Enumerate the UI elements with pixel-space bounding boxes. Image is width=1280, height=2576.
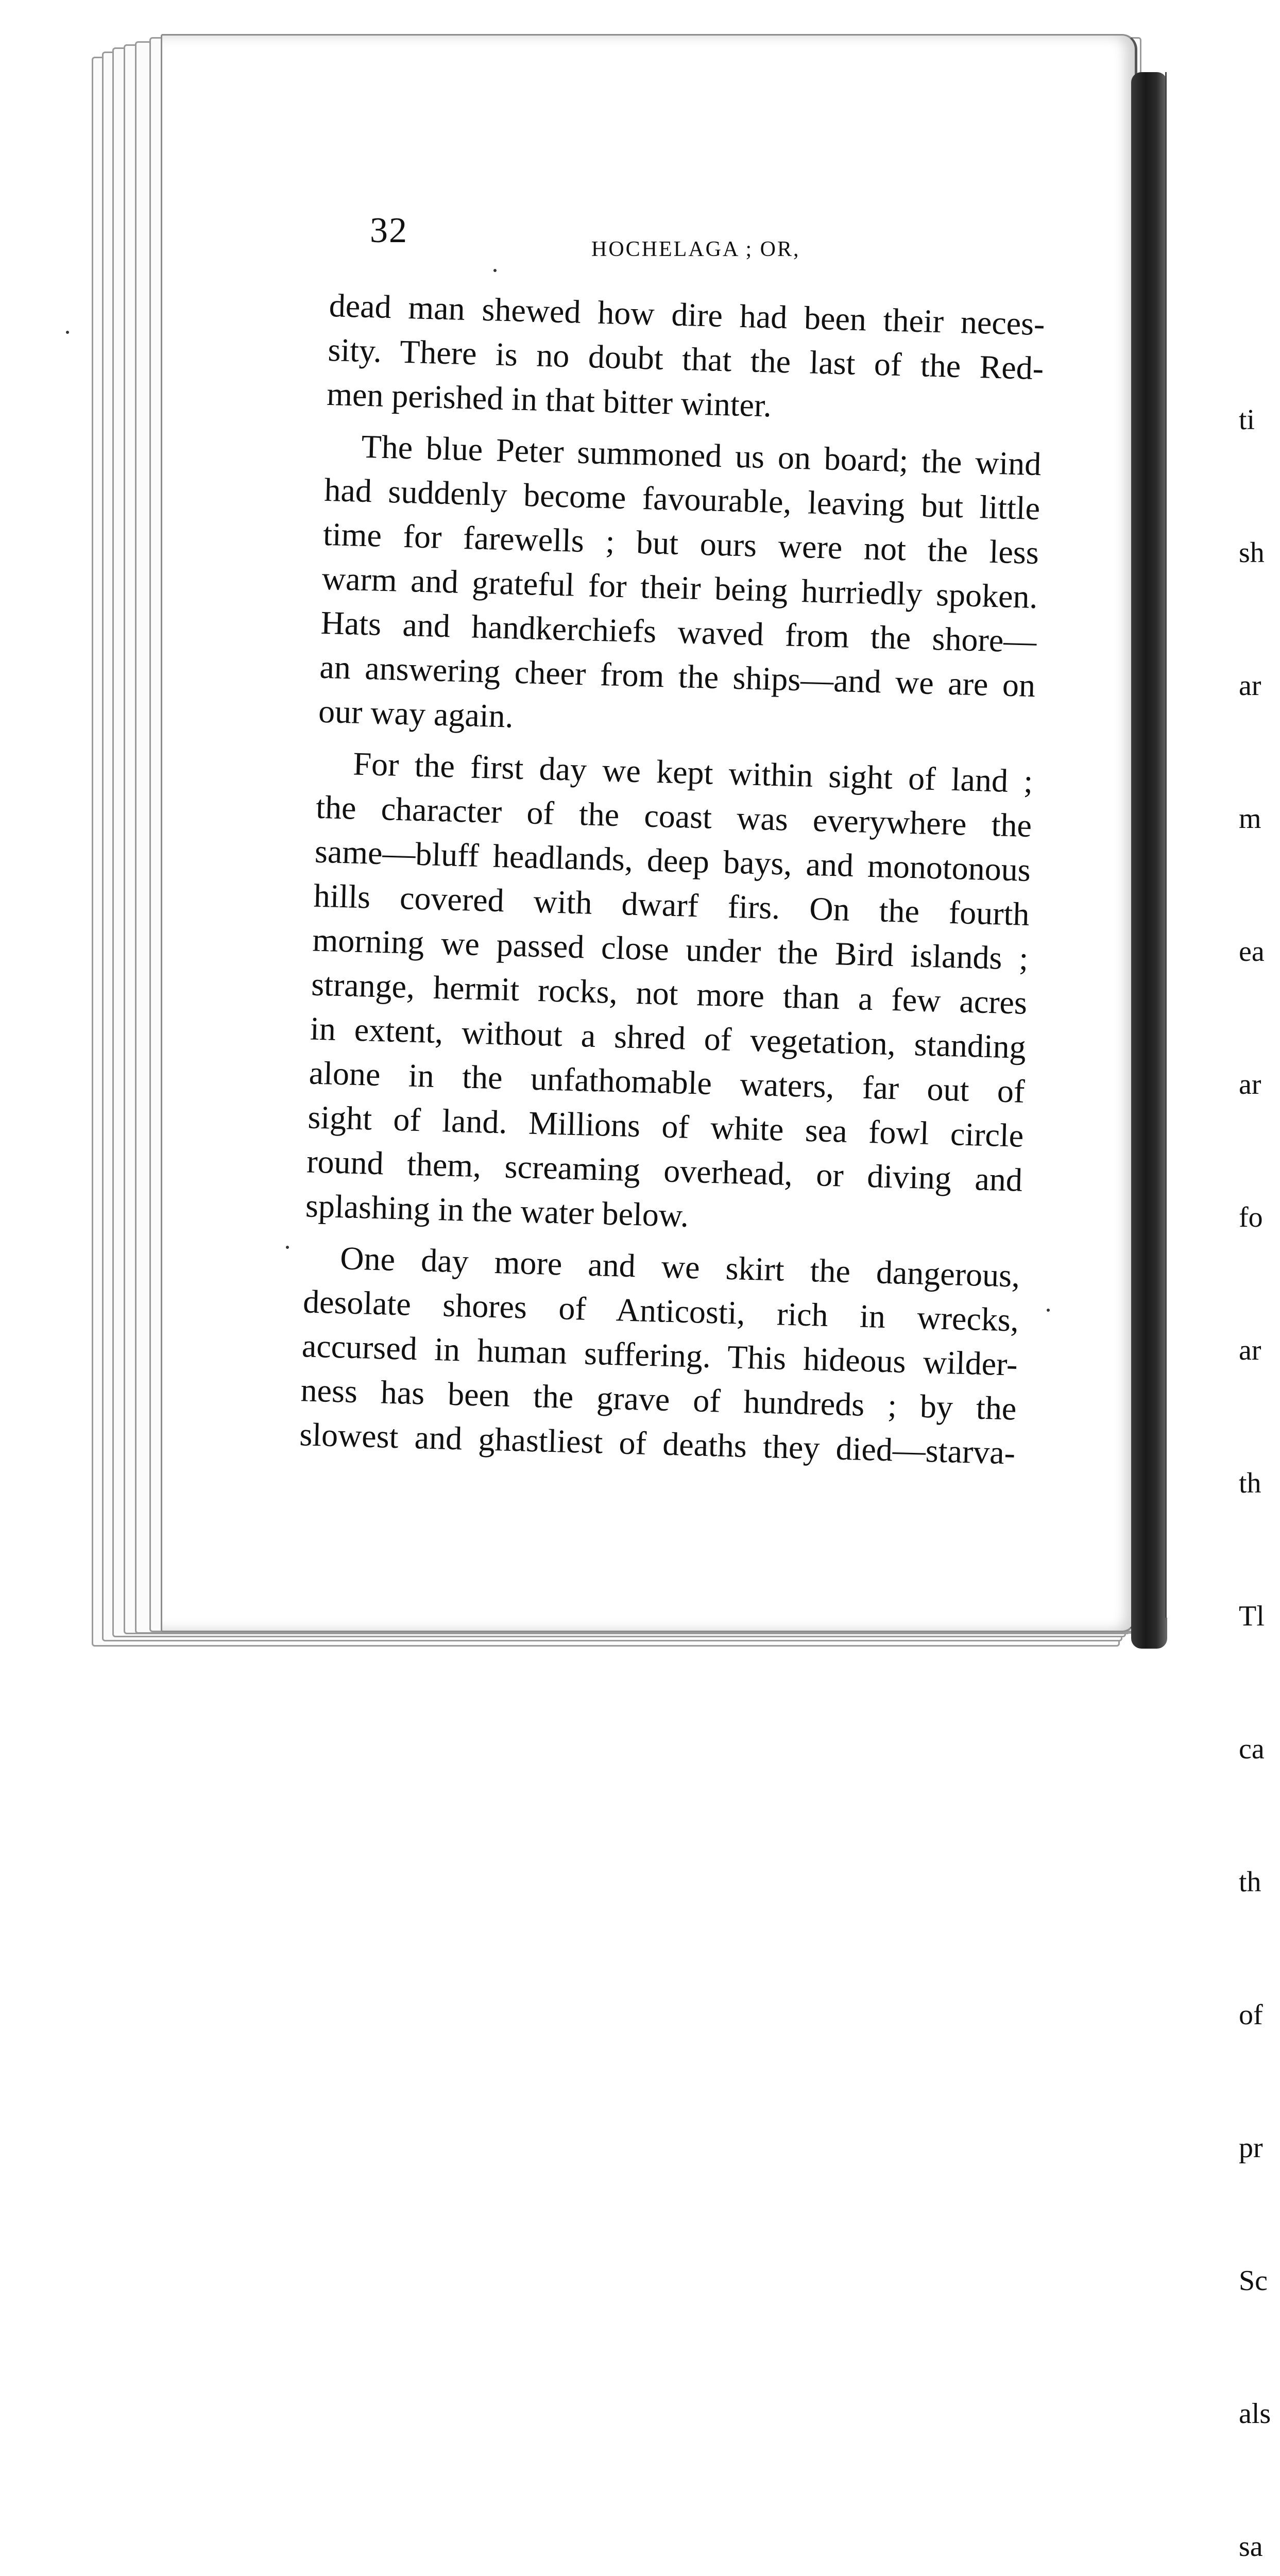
paragraph	[299, 1235, 1020, 1475]
scan-speck	[66, 331, 69, 334]
page-number: 32	[370, 211, 408, 250]
text-line: had suddenly become favourable, leaving but little	[323, 471, 1040, 527]
paragraph	[318, 423, 1042, 752]
text-line: dead man shewed how dire had been their neces-	[328, 286, 1046, 343]
text-line: accursed in human suffering. This hideous wilder-	[301, 1327, 1018, 1383]
facing-page-text	[1239, 309, 1280, 2576]
text-fragment: sh	[1239, 537, 1265, 569]
text-line: in extent, without a shred of vegetation, standing	[310, 1010, 1027, 1065]
text-fragment: sa	[1239, 2531, 1263, 2563]
text-line: slowest and ghastliest of deaths they died—starva-	[299, 1416, 1016, 1471]
text-fragment: Tl	[1239, 1600, 1265, 1632]
paragraph	[305, 741, 1033, 1247]
text-line: One day more and we skirt the dangerous,	[339, 1240, 1020, 1294]
text-line: hills covered with dwarf firs. On the fourth	[313, 877, 1030, 933]
paragraph	[326, 283, 1045, 435]
text-fragment: th	[1239, 1467, 1261, 1499]
text-line: strange, hermit rocks, not more than a few acres	[311, 965, 1028, 1021]
text-fragment: ar	[1239, 1334, 1261, 1366]
running-head: HOCHELAGA ; OR,	[591, 238, 800, 261]
text-line: ness has been the grave of hundreds ; by the	[300, 1371, 1017, 1427]
book-gutter	[1131, 72, 1167, 1649]
text-line: alone in the unfathomable waters, far out of	[308, 1054, 1026, 1110]
text-line: sity. There is no doubt that the last of the Red-	[327, 331, 1045, 387]
text-line: desolate shores of Anticosti, rich in wrecks,	[302, 1283, 1019, 1338]
text-line: our way again.	[318, 692, 514, 735]
text-fragment: of	[1239, 1999, 1263, 2031]
text-line: an answering cheer from the ships—and we are on	[319, 648, 1036, 704]
text-line: the character of the coast was everywhere the	[315, 788, 1032, 844]
page-header	[370, 210, 1029, 272]
text-fragment: ca	[1239, 1733, 1265, 1765]
text-fragment: ti	[1239, 404, 1255, 436]
text-fragment: m	[1239, 803, 1261, 835]
text-fragment: th	[1239, 1866, 1261, 1898]
text-fragment: ea	[1239, 936, 1265, 968]
text-line: Hats and handkerchiefs waved from the shore—	[320, 604, 1037, 660]
scan-speck	[493, 269, 497, 272]
scan-speck	[1047, 1309, 1050, 1312]
text-line: time for farewells ; but ours were not the less	[322, 515, 1039, 571]
text-fragment: ar	[1239, 670, 1261, 702]
text-line: morning we passed close under the Bird islands ;	[312, 921, 1029, 977]
text-fragment: pr	[1239, 2132, 1263, 2164]
text-line: warm and grateful for their being hurriedly spoken.	[321, 560, 1038, 616]
text-fragment: ar	[1239, 1069, 1261, 1100]
text-line: For the first day we kept within sight of land ;	[352, 745, 1034, 800]
text-fragment: fo	[1239, 1201, 1263, 1233]
text-fragment: als	[1239, 2398, 1271, 2430]
text-line: sight of land. Millions of white sea fowl circle	[307, 1098, 1025, 1154]
text-line: same—bluff headlands, deep bays, and monotonous	[314, 833, 1031, 888]
body-text	[299, 283, 1045, 1476]
text-line: The blue Peter summoned us on board; the wind	[361, 428, 1042, 483]
scan-speck	[286, 1246, 289, 1249]
text-line: splashing in the water below.	[305, 1187, 689, 1234]
text-fragment: Sc	[1239, 2265, 1268, 2297]
text-line: round them, screaming overhead, or diving and	[306, 1143, 1023, 1198]
text-line: men perished in that bitter winter.	[326, 375, 772, 424]
